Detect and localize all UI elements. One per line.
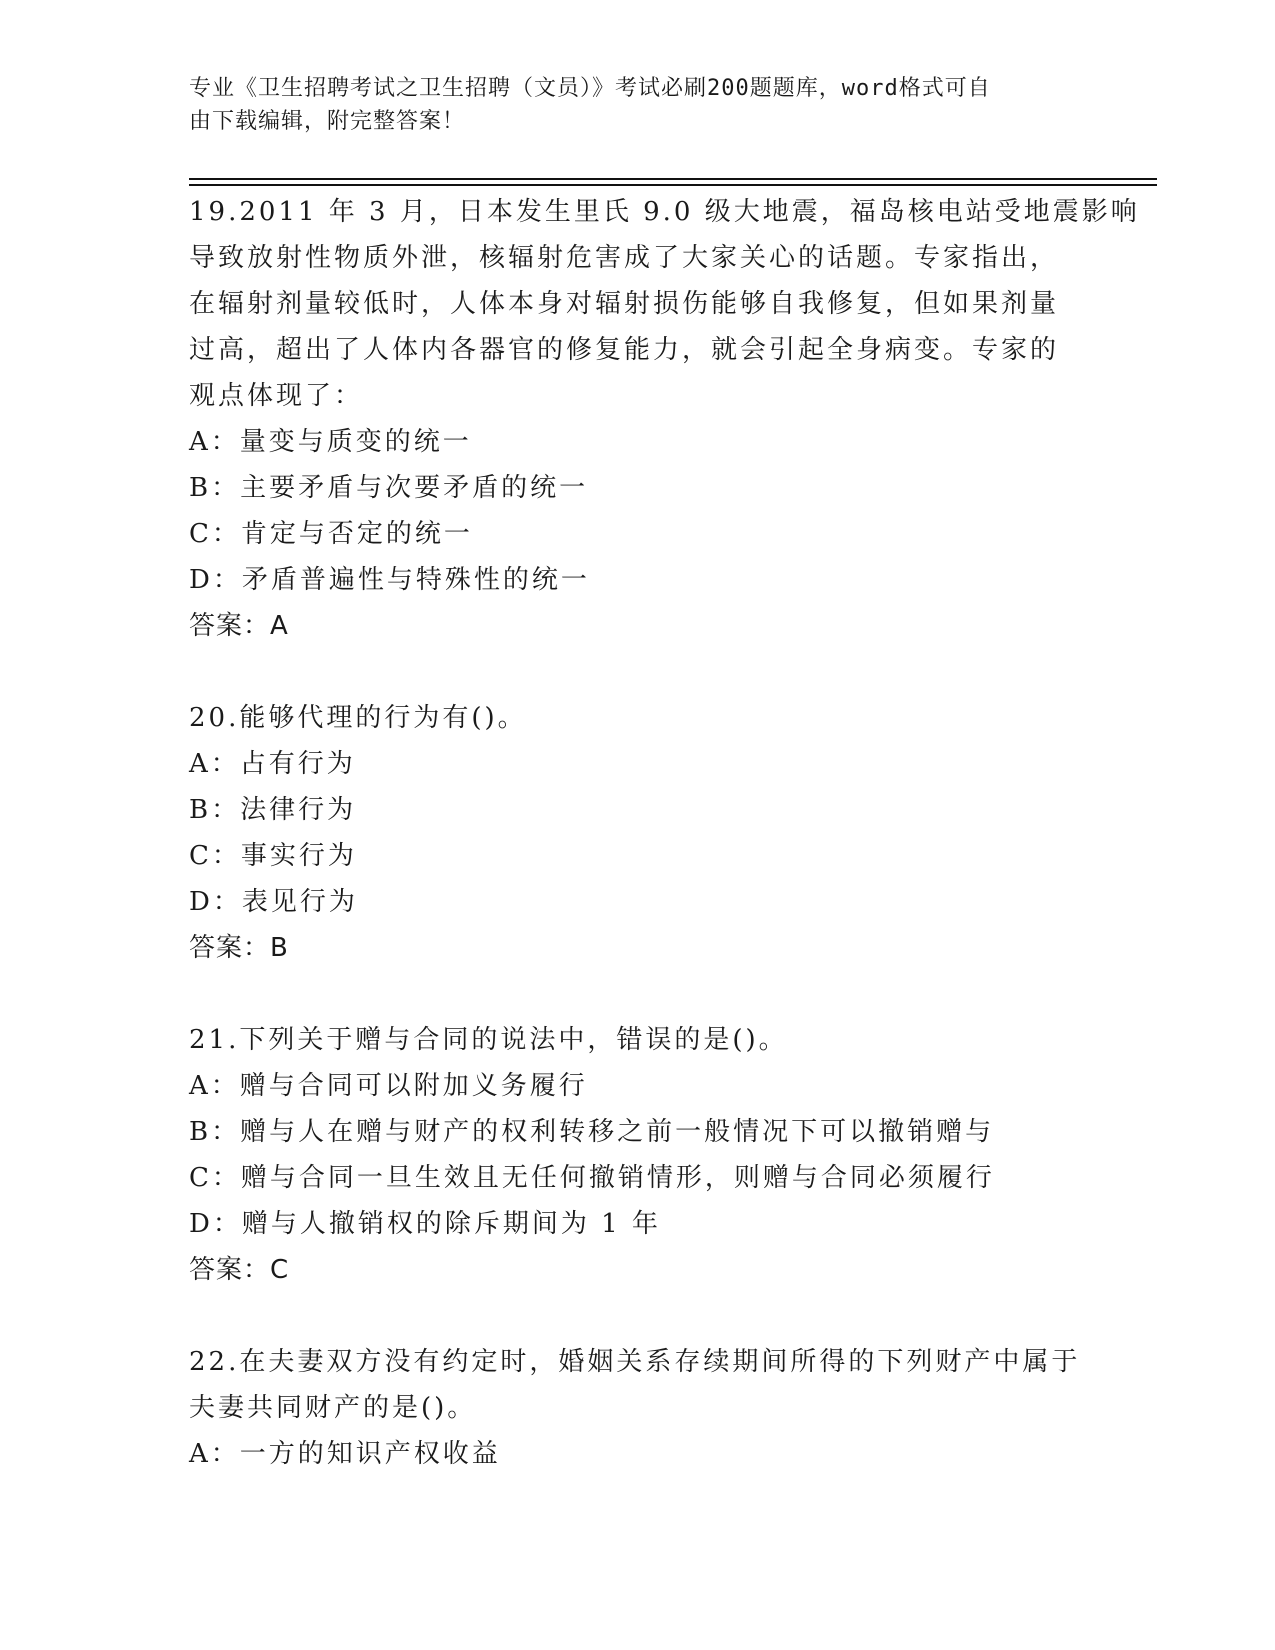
header-title-line-1: 专业《卫生招聘考试之卫生招聘（文员）》考试必刷200题题库，word格式可自 [189, 76, 991, 101]
question-block-20 [189, 695, 1149, 971]
question-block-21 [189, 1017, 1149, 1293]
option-d: D：表见行为 [189, 887, 358, 917]
option-c: C：事实行为 [189, 841, 357, 871]
answer-line: 答案：C [189, 1255, 290, 1285]
option-c: C：肯定与否定的统一 [189, 519, 473, 549]
answer-line: 答案：A [189, 611, 289, 641]
question-text-line: 夫妻共同财产的是()。 [189, 1393, 477, 1423]
option-a: A：量变与质变的统一 [189, 427, 472, 457]
question-list [189, 189, 1149, 1477]
answer-line: 答案：B [189, 933, 289, 963]
question-text-line: 观点体现了： [189, 381, 364, 411]
option-b: B：法律行为 [189, 795, 357, 825]
header-title-line-2: 由下载编辑，附完整答案！ [189, 109, 466, 134]
document-header [189, 72, 1089, 138]
option-a: A：占有行为 [189, 749, 356, 779]
question-spacer [189, 649, 1149, 695]
question-text-line: 21.下列关于赠与合同的说法中，错误的是()。 [189, 1025, 788, 1055]
option-a: A：赠与合同可以附加义务履行 [189, 1071, 588, 1101]
header-divider-top [189, 178, 1157, 180]
question-spacer [189, 971, 1149, 1017]
question-text-line: 过高，超出了人体内各器官的修复能力，就会引起全身病变。专家的 [189, 335, 1060, 365]
question-text-line: 导致放射性物质外泄，核辐射危害成了大家关心的话题。专家指出， [189, 243, 1060, 273]
question-text-line: 在辐射剂量较低时，人体本身对辐射损伤能够自我修复，但如果剂量 [189, 289, 1060, 319]
question-block-19 [189, 189, 1149, 649]
question-text-line: 22.在夫妻双方没有约定时，婚姻关系存续期间所得的下列财产中属于 [189, 1347, 1081, 1377]
question-spacer [189, 1293, 1149, 1339]
question-block-22 [189, 1339, 1149, 1477]
option-b: B：主要矛盾与次要矛盾的统一 [189, 473, 589, 503]
option-d: D：赠与人撤销权的除斥期间为 1 年 [189, 1209, 661, 1239]
option-a: A：一方的知识产权收益 [189, 1439, 501, 1469]
option-d: D：矛盾普遍性与特殊性的统一 [189, 565, 590, 595]
option-c: C：赠与合同一旦生效且无任何撤销情形，则赠与合同必须履行 [189, 1163, 995, 1193]
option-b: B：赠与人在赠与财产的权利转移之前一般情况下可以撤销赠与 [189, 1117, 995, 1147]
question-text-line: 20.能够代理的行为有()。 [189, 703, 527, 733]
question-text-line: 19.2011 年 3 月，日本发生里氏 9.0 级大地震，福岛核电站受地震影响 [189, 197, 1140, 227]
header-divider-bottom [189, 184, 1157, 186]
